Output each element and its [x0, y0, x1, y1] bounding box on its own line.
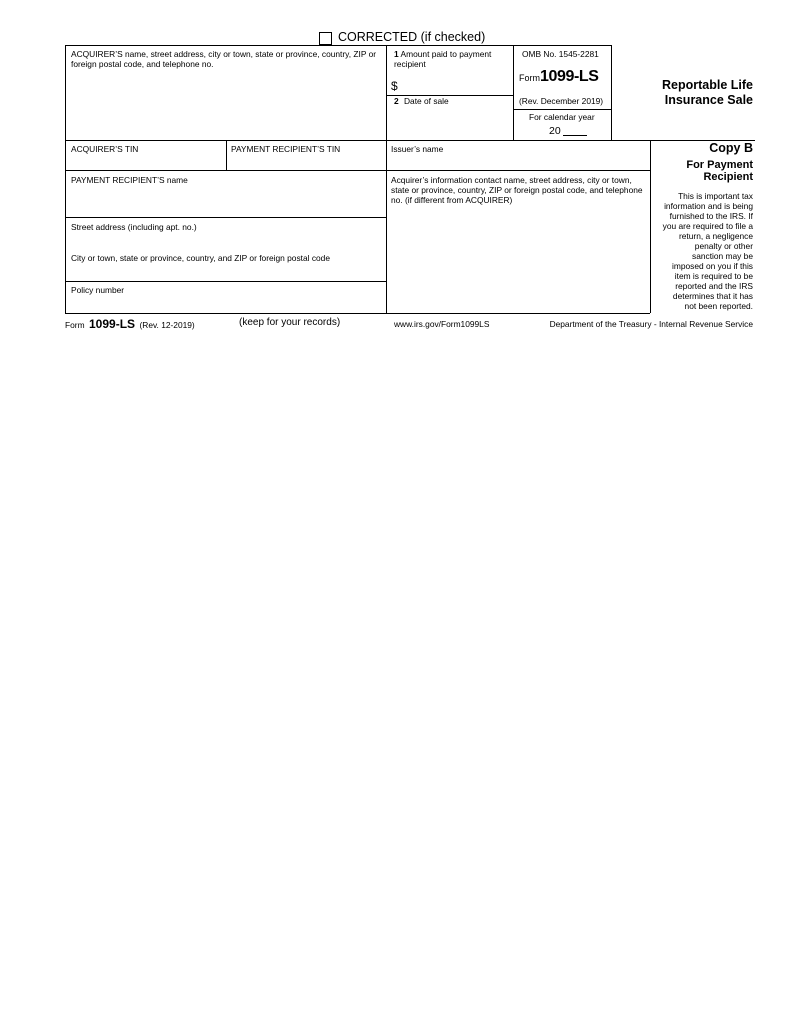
notice-line: sanction may be [692, 251, 753, 261]
contact-info-label: Acquirer’s information contact name, street address, city or town, state or province, country, ZIP or foreign postal code, and telephone no. (if different from ACQUIRER) [391, 175, 643, 205]
row1-bottom-border [65, 140, 755, 141]
street-address-field[interactable] [66, 233, 385, 249]
box1-currency-symbol: $ [391, 79, 398, 93]
omb-number: OMB No. 1545-2281 [522, 49, 599, 59]
box-formid-divider [513, 45, 514, 140]
form-number: 1099-LS [540, 68, 599, 85]
street-address-label: Street address (including apt. no.) [71, 222, 197, 232]
calendar-year-label: For calendar year [529, 112, 595, 122]
calendar-year-prefix: 20 [549, 125, 561, 137]
notice-line: you are required to file a [662, 221, 753, 231]
form-id-bottom-border [513, 109, 611, 110]
notice-line: This is important tax [678, 191, 753, 201]
box2-number: 2 [394, 96, 399, 106]
notice-line: penalty or other [694, 241, 753, 251]
box2-date-field[interactable] [387, 109, 512, 139]
form-bottom-border [65, 313, 650, 314]
form-number-header [519, 68, 599, 86]
notice-line: reported and the IRS [675, 281, 753, 291]
footer-form-id [65, 315, 195, 333]
form-title-line2: Insurance Sale [664, 93, 753, 107]
acquirer-name-field[interactable] [66, 72, 385, 139]
copy-notice [643, 191, 753, 311]
notice-line: information and is being [664, 201, 753, 211]
footer-form-number: 1099-LS [89, 317, 136, 331]
acquirer-tin-label: ACQUIRER’S TIN [71, 144, 139, 154]
issuer-name-label: Issuer’s name [391, 144, 444, 154]
copy-subtitle-line2: Recipient [703, 171, 753, 183]
copy-title: Copy B [709, 141, 753, 155]
issuer-name-field[interactable] [387, 155, 649, 169]
form-title-line1: Reportable Life [662, 78, 753, 92]
box1-label-group [394, 49, 512, 69]
tin-row-bottom-border [65, 170, 650, 171]
notice-line: imposed on you if this [671, 261, 753, 271]
street-row-border [65, 217, 386, 218]
policy-number-label: Policy number [71, 285, 125, 295]
notice-line: not been reported. [684, 301, 753, 311]
footer-keep-records: (keep for your records) [239, 317, 341, 328]
form-word: Form [519, 73, 540, 83]
acquirer-name-label: ACQUIRER’S name, street address, city or town, state or province, country, ZIP or foreign postal code, and telephone no. [71, 49, 377, 69]
recipient-tin-label: PAYMENT RECIPIENT’S TIN [231, 144, 341, 154]
footer-url: www.irs.gov/Form1099LS [394, 319, 490, 329]
contact-info-field[interactable] [387, 208, 649, 312]
notice-line: furnished to the IRS. If [669, 211, 753, 221]
notice-line: determines that it has [672, 291, 753, 301]
corrected-label: CORRECTED (if checked) [338, 30, 486, 44]
policy-number-field[interactable] [66, 296, 385, 312]
city-address-label: City or town, state or province, country, and ZIP or foreign postal code [71, 253, 330, 263]
revision-date: (Rev. December 2019) [519, 96, 604, 106]
city-address-field[interactable] [66, 264, 385, 280]
box1-amount-field[interactable] [403, 72, 511, 94]
corrected-checkbox[interactable] [319, 32, 332, 45]
notice-line: item is required to be [674, 271, 753, 281]
notice-line: return, a negligence [678, 231, 753, 241]
form-top-border [65, 45, 611, 46]
recipient-name-label: PAYMENT RECIPIENT’S name [71, 175, 188, 185]
footer-form-word: Form [65, 320, 85, 330]
acquirer-tin-field[interactable] [66, 155, 225, 169]
recipient-tin-field[interactable] [227, 155, 385, 169]
policy-row-border [65, 281, 386, 282]
formid-title-divider [611, 45, 612, 140]
box1-label: Amount paid to payment recipient [394, 49, 492, 69]
box2-label-group [394, 96, 449, 106]
recipient-name-field[interactable] [66, 187, 385, 216]
box2-label: Date of sale [404, 96, 449, 106]
footer-revision: (Rev. 12-2019) [139, 320, 195, 330]
copy-subtitle-line1: For Payment [686, 159, 753, 171]
calendar-year-field[interactable] [563, 124, 587, 136]
footer-department: Department of the Treasury - Internal Revenue Service [549, 319, 753, 329]
box1-number: 1 [394, 49, 399, 59]
